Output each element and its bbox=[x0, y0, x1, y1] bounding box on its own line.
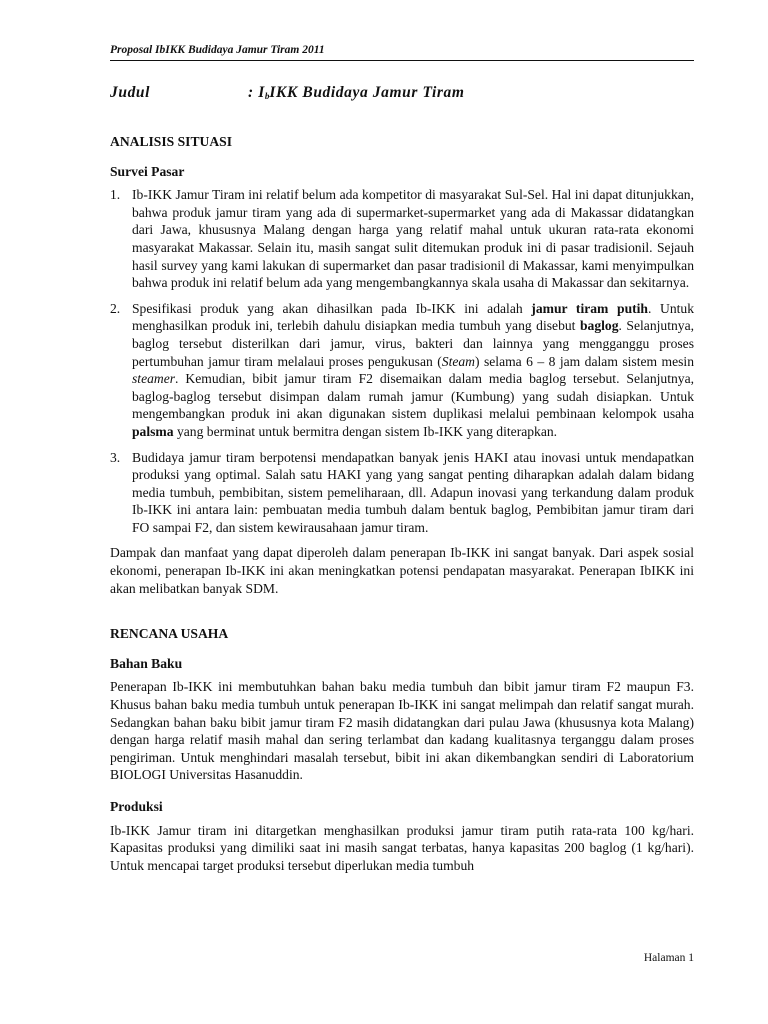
list-number: 3. bbox=[110, 449, 121, 465]
title-prefix-sub: b bbox=[264, 91, 270, 101]
list-item-text: Budidaya jamur tiram berpotensi mendapatkan banyak jenis HAKI atau inovasi untuk mendapatkan produksi yang optimal. Salah satu HAKI yang yang sangat penting diharapkan adalah dalam bidang media tumbuh, pembibitan, sistem pemeliharaan, dll. Adapun inovasi yang terkandung dalam produk Ib-IKK ini antara lain: pembuatan media tumbuh dalam bentuk baglog, Pembibitan jamur tiram dari FO sampai F2, dan sistem kewirausahaan jamur tiram. bbox=[132, 449, 694, 535]
document-body bbox=[110, 133, 694, 888]
title-separator: : bbox=[248, 84, 254, 101]
title-text: IKK Budidaya Jamur Tiram bbox=[269, 84, 465, 101]
title-prefix: I bbox=[258, 84, 265, 101]
running-header: Proposal IbIKK Budidaya Jamur Tiram 2011 bbox=[110, 43, 694, 61]
list-item bbox=[110, 300, 694, 441]
paragraph-dampak: Dampak dan manfaat yang dapat diperoleh dalam penerapan Ib-IKK ini sangat banyak. Dari aspek sosial ekonomi, penerapan Ib-IKK ini akan meningkatkan potensi pendapatan masyarakat. Penerapan IbIKK ini akan melibatkan banyak SDM. bbox=[110, 545, 694, 596]
emphasis-palsma: palsma bbox=[132, 423, 174, 439]
section-heading-rencana: RENCANA USAHA bbox=[110, 626, 229, 642]
page-number: Halaman 1 bbox=[643, 952, 694, 964]
emphasis-steam: Steam bbox=[441, 353, 475, 369]
list-number: 2. bbox=[110, 300, 121, 316]
section-heading-analisis: ANALISIS SITUASI bbox=[110, 134, 233, 149]
list-number: 1. bbox=[110, 187, 121, 203]
emphasis-steamer: steamer bbox=[132, 371, 176, 387]
subheading-survei-pasar: Survei Pasar bbox=[110, 163, 185, 179]
list-item bbox=[110, 449, 694, 537]
subheading-produksi: Produksi bbox=[110, 799, 163, 814]
paragraph-produksi: Ib-IKK Jamur tiram ini ditargetkan menghasilkan produksi jamur tiram putih rata-rata 100 kg/hari. Kapasitas produksi yang dimiliki saat ini masih sangat terbatas, hanya kapasitas 200 baglog (1 kg/hari). Untuk mencapai target produksi tersebut diperlukan media tumbuh bbox=[110, 822, 694, 873]
emphasis-baglog: baglog bbox=[579, 318, 619, 334]
numbered-list bbox=[110, 186, 694, 536]
list-item-text: Ib-IKK Jamur Tiram ini relatif belum ada kompetitor di masyarakat Sul-Sel. Hal ini dapat ditunjukkan, bahwa produk jamur tiram yang ada di supermarket-supermarket yang ada di Makassar didatangkan dari Jawa, khususnya Malang dengan harga yang relatif mahal untuk ukuran rata-rata ekonomi masyarakat Makassar. Selain itu, masih sangat sulit ditemukan produk ini di pasar tradisionil. Sejauh hasil survey yang kami lakukan di supermarket dan pasar tradisionil di Makassar, kami menyimpulkan bahwa produk ini relatif belum ada yang mengembangkannya skala usaha di Makassar dan sekitarnya. bbox=[132, 187, 694, 291]
title-label: Judul bbox=[110, 84, 151, 101]
list-item-text: Spesifikasi produk yang akan dihasilkan pada Ib-IKK ini adalah jamur tiram putih. Untuk menghasilkan produk ini, terlebih dahulu disiapkan media tumbuh yang disebut baglog. Selanjutnya, baglog tersebut disterilkan dari jamur, virus, bakteri dan lainnya yang mengganggu proses pertumbuhan jamur tiram melalaui proses pengukusan (Steam) selama 6 – 8 jam dalam sistem mesin steamer. Kemudian, bibit jamur tiram F2 disemaikan dalam media baglog tersebut. Selanjutnya, baglog-baglog tersebut disimpan dalam rumah jamur (Kumbung) yang sudah disiapkan. Untuk mengembangkan produk ini akan digunakan sistem duplikasi melalui pembinaan kelompok usaha palsma yang berminat untuk bermitra dengan sistem Ib-IKK yang diterapkan. bbox=[132, 300, 695, 439]
paragraph-bahan-baku: Penerapan Ib-IKK ini membutuhkan bahan baku media tumbuh dan bibit jamur tiram F2 maupun F3. Khusus bahan baku media tumbuh untuk penerapan Ib-IKK ini sangat melimpah dan relatif sangat murah. Sedangkan bahan baku bibit jamur tiram F2 masih didatangkan dari pulau Jawa (khususnya kota Malang) dengan harga relatif masih mahal dan sering terlambat dan kadang kualitasnya terganggu dalam proses pengiriman. Untuk menghindari masalah tersebut, bibit ini akan dikembangkan sendiri di Laboratorium BIOLOGI Universitas Hasanuddin. bbox=[110, 679, 694, 783]
emphasis-jamur-tiram-putih: jamur tiram putih bbox=[531, 300, 648, 316]
document-title bbox=[110, 84, 465, 105]
subheading-bahan-baku: Bahan Baku bbox=[110, 655, 183, 671]
list-item bbox=[110, 186, 694, 292]
